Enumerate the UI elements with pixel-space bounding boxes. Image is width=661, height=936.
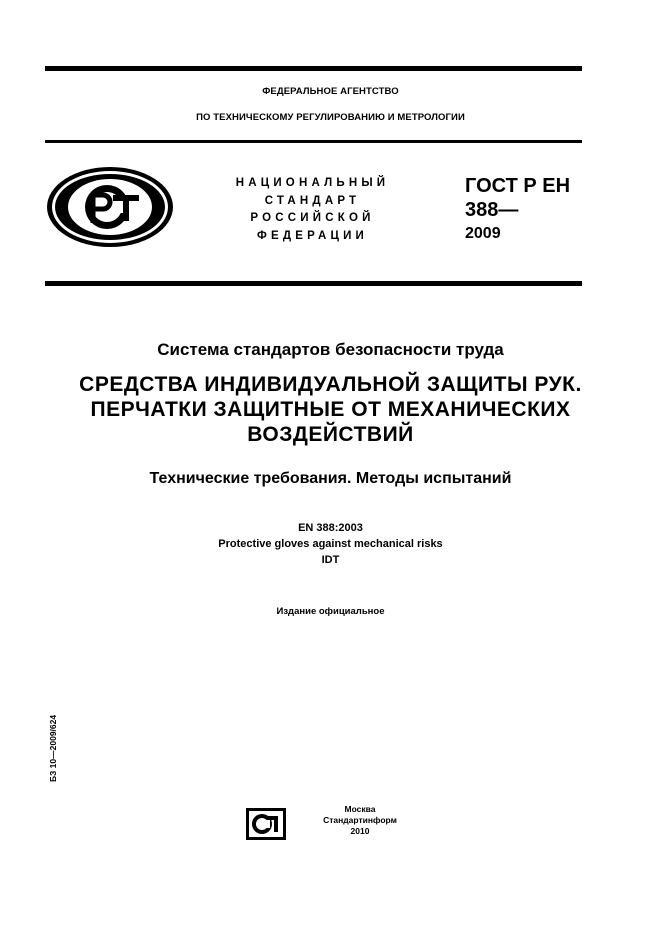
reference-standard-block	[40, 520, 621, 568]
agency-line-2: ПО ТЕХНИЧЕСКОМУ РЕГУЛИРОВАНИЮ И МЕТРОЛОГИИ	[196, 112, 465, 123]
ref-standard: EN 388:2003	[298, 522, 363, 534]
header-bottom-rule	[45, 281, 582, 286]
rst-certification-icon	[45, 165, 175, 249]
agency-line-1: ФЕДЕРАЛЬНОЕ АГЕНТСТВО	[262, 86, 399, 97]
national-standard-label: НАЦИОНАЛЬНЫЙ СТАНДАРТ РОССИЙСКОЙ ФЕДЕРАЦИИ	[235, 177, 390, 242]
series-title: Система стандартов безопасности труда	[157, 340, 504, 359]
designation-year: 2009	[465, 225, 501, 242]
top-rule	[45, 66, 582, 71]
designation-line-1: ГОСТ Р ЕН	[465, 175, 571, 197]
spine-code: БЗ 10—2009/624	[48, 714, 58, 782]
designation-line-2: 388—	[465, 199, 519, 221]
agency-rule	[45, 140, 582, 143]
document-subtitle: Технические требования. Методы испытаний	[149, 470, 512, 487]
publisher-city: Москва	[344, 804, 376, 814]
ref-title: Protective gloves against mechanical risks	[218, 538, 443, 550]
publisher-name: Стандартинформ	[323, 815, 397, 825]
document-title: СРЕДСТВА ИНДИВИДУАЛЬНОЙ ЗАЩИТЫ РУК. ПЕРЧАТКИ ЗАЩИТНЫЕ ОТ МЕХАНИЧЕСКИХ ВОЗДЕЙСТВИЙ	[79, 373, 582, 446]
standard-designation	[465, 174, 570, 246]
publisher-block	[305, 804, 415, 837]
edition-label: Издание официальное	[276, 606, 385, 617]
ref-degree: IDT	[321, 554, 340, 566]
publisher-year: 2010	[350, 826, 370, 836]
standartinform-icon	[246, 808, 286, 840]
